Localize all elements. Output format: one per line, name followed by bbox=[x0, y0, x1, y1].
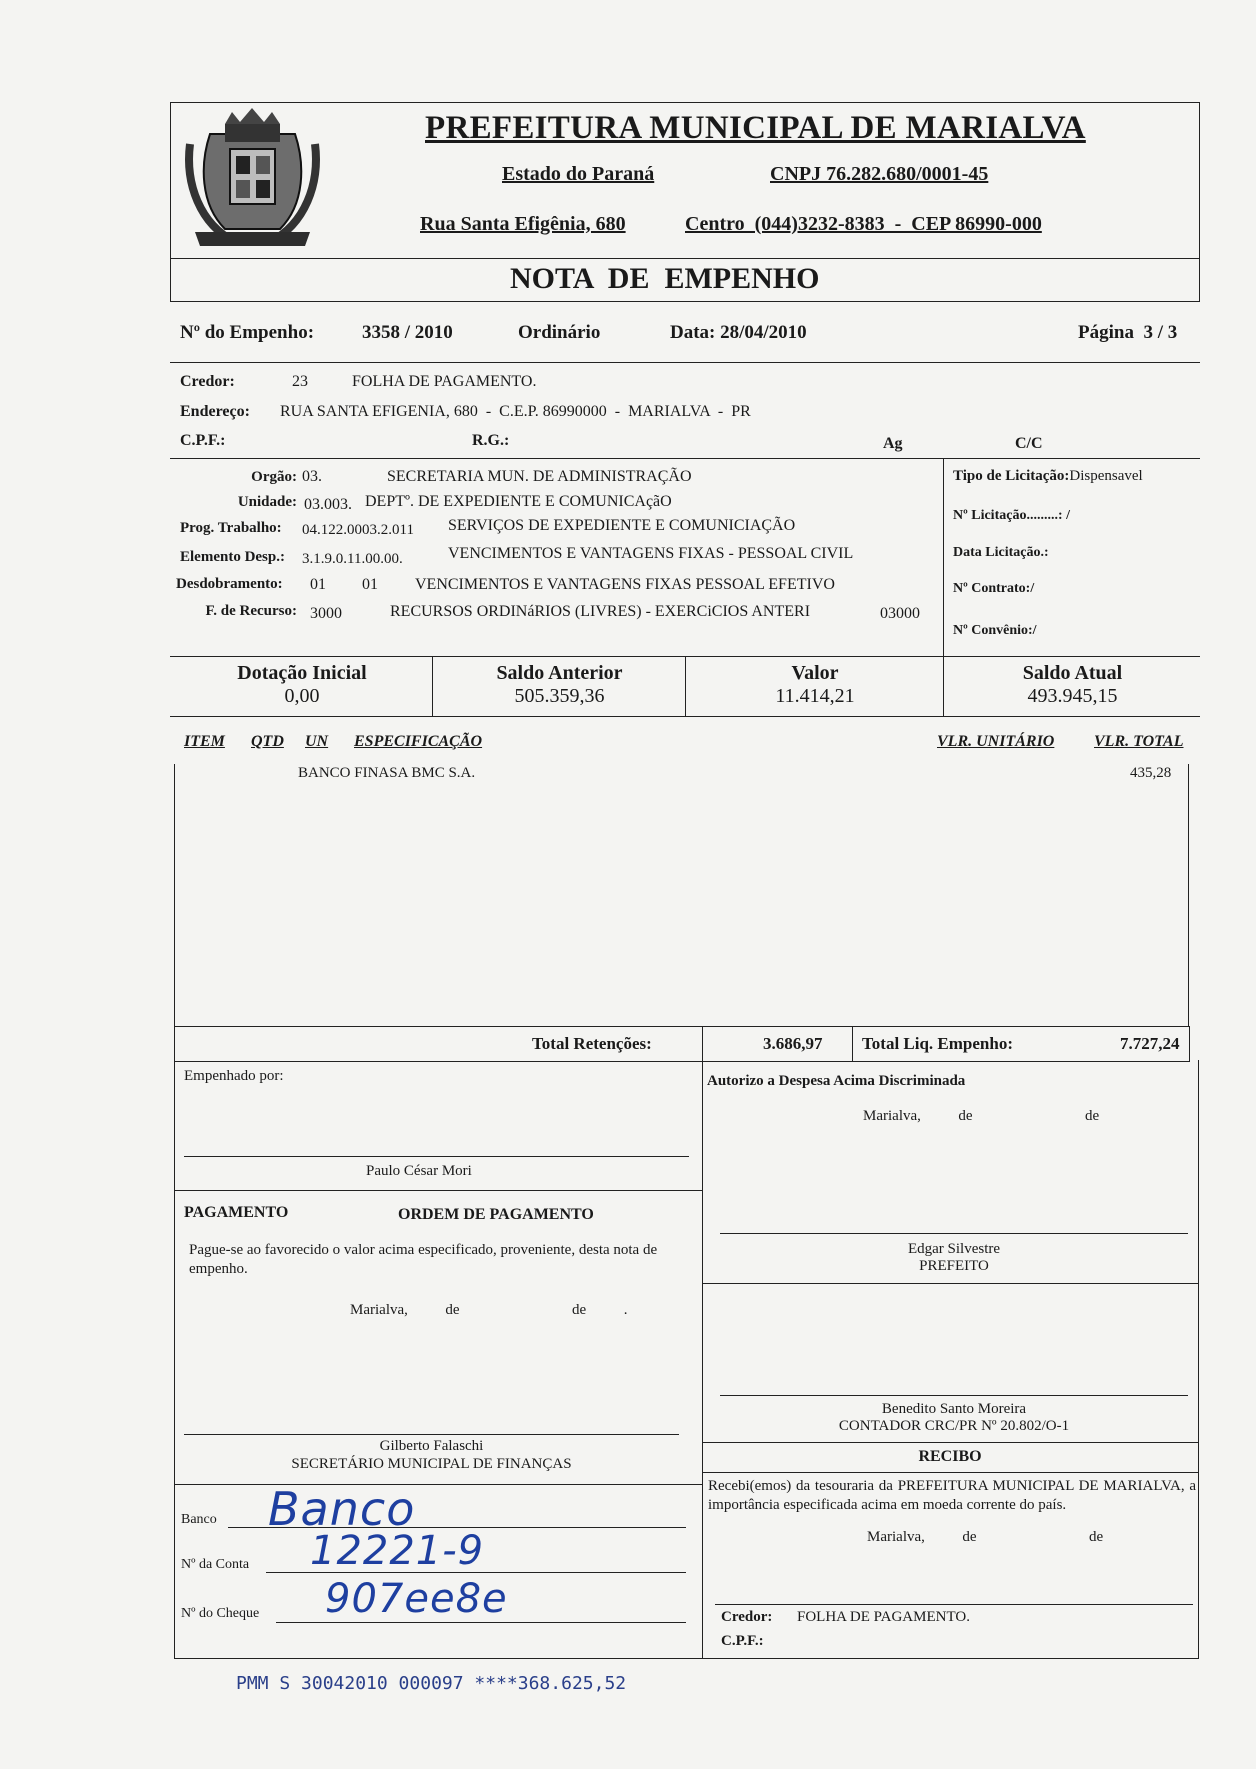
desd-desc: VENCIMENTOS E VANTAGENS FIXAS PESSOAL EFETIVO bbox=[415, 576, 835, 593]
edgar-name: Edgar Silvestre bbox=[907, 1241, 1001, 1257]
footer-bottom bbox=[174, 1658, 1199, 1659]
paulo-name: Paulo César Mori bbox=[366, 1163, 472, 1179]
orgao-label: Orgão: bbox=[251, 469, 297, 485]
balances-div-3 bbox=[943, 656, 944, 716]
pague-text: Pague-se ao favorecido o valor acima especificado, proveniente, desta nota de empenho. bbox=[189, 1242, 658, 1277]
recibo-title-divider bbox=[702, 1472, 1198, 1473]
balance-valor-value: 11.414,21 bbox=[775, 685, 855, 707]
totals-div-2 bbox=[852, 1026, 853, 1062]
credor-label: Credor: bbox=[180, 373, 235, 390]
retencoes-value: 3.686,97 bbox=[763, 1034, 823, 1053]
items-header-item: ITEM bbox=[184, 733, 225, 750]
unidade-desc: DEPTº. DE EXPEDIENTE E COMUNICAçãO bbox=[365, 493, 672, 510]
gilberto-name: Gilberto Falaschi bbox=[379, 1438, 484, 1454]
page-number: Página 3 / 3 bbox=[1078, 322, 1178, 343]
cheque-handwriting-signature: 907ee8e bbox=[325, 1576, 508, 1622]
recibo-credor-label: Credor: bbox=[721, 1609, 773, 1625]
pagamento-divider bbox=[174, 1190, 702, 1191]
marialva-date-payment: Marialva, de de . bbox=[350, 1302, 628, 1318]
signature-line-benedito bbox=[720, 1395, 1188, 1396]
elem-label: Elemento Desp.: bbox=[180, 549, 285, 565]
signature-line-gilberto bbox=[184, 1434, 679, 1435]
cheque-label: Nº do Cheque bbox=[181, 1606, 260, 1621]
liquido-value: 7.727,24 bbox=[1120, 1034, 1180, 1053]
fonte-label: F. de Recurso: bbox=[205, 603, 297, 619]
licitacao-convenio: Nº Convênio:/ bbox=[953, 623, 1037, 638]
balance-saldo-atual-value: 493.945,15 bbox=[1027, 685, 1118, 707]
signature-line-credor bbox=[715, 1604, 1193, 1605]
balance-valor bbox=[687, 662, 943, 708]
rg-label: R.G.: bbox=[472, 432, 510, 449]
fonte-desc: RECURSOS ORDINáRIOS (LIVRES) - EXERCiCIOS ANTERI bbox=[390, 603, 811, 620]
desd-code1: 01 bbox=[310, 576, 326, 593]
empenhado-por: Empenhado por: bbox=[184, 1068, 284, 1084]
balance-saldo-anterior-label: Saldo Anterior bbox=[496, 662, 623, 684]
header-state: Estado do Paraná bbox=[502, 163, 655, 185]
ordem-pagamento-label: ORDEM DE PAGAMENTO bbox=[398, 1206, 594, 1223]
balance-dotacao bbox=[172, 662, 432, 708]
balance-valor-label: Valor bbox=[791, 662, 839, 684]
items-header-unit: VLR. UNITÁRIO bbox=[937, 733, 1055, 750]
header-title: PREFEITURA MUNICIPAL DE MARIALVA bbox=[425, 110, 1086, 146]
marialva-date-authorization: Marialva, de de bbox=[863, 1108, 1100, 1124]
credor-name: FOLHA DE PAGAMENTO. bbox=[352, 373, 537, 390]
credor-code: 23 bbox=[292, 373, 308, 390]
empenho-label: Nº do Empenho: bbox=[180, 322, 315, 343]
orgao-code: 03. bbox=[302, 468, 322, 485]
balance-saldo-atual-label: Saldo Atual bbox=[1022, 662, 1123, 684]
header-divider bbox=[170, 258, 1200, 259]
liquido-label: Total Liq. Empenho: bbox=[862, 1034, 1013, 1053]
cpf-label: C.P.F.: bbox=[180, 432, 226, 449]
items-right-border bbox=[1188, 764, 1189, 1026]
balances-div-1 bbox=[432, 656, 433, 716]
bank-stamp: PMM S 30042010 000097 ****368.625,52 bbox=[236, 1673, 627, 1694]
unidade-label: Unidade: bbox=[237, 494, 297, 510]
cc-label: C/C bbox=[1015, 435, 1043, 452]
prog-desc: SERVIÇOS DE EXPEDIENTE E COMUNICIAÇÃO bbox=[448, 517, 796, 534]
conta-handwriting-signature: 12221-9 bbox=[310, 1528, 485, 1574]
footer-left-border bbox=[174, 1060, 175, 1658]
cheque-line bbox=[276, 1622, 686, 1623]
items-header-un: UN bbox=[305, 733, 329, 750]
header-cnpj: CNPJ 76.282.680/0001-45 bbox=[770, 163, 989, 185]
desd-label: Desdobramento: bbox=[176, 576, 283, 592]
endereco-label: Endereço: bbox=[180, 403, 250, 420]
document-title: NOTA DE EMPENHO bbox=[510, 262, 820, 295]
totals-div-1 bbox=[702, 1026, 703, 1062]
banco-label: Banco bbox=[181, 1512, 217, 1527]
benedito-name: Benedito Santo Moreira bbox=[881, 1401, 1027, 1417]
item-spec: BANCO FINASA BMC S.A. bbox=[298, 765, 476, 781]
signature-line-edgar bbox=[720, 1233, 1188, 1234]
desd-code2: 01 bbox=[362, 576, 378, 593]
banco-divider bbox=[174, 1484, 702, 1485]
coat-of-arms-logo bbox=[180, 104, 325, 254]
item-total: 435,28 bbox=[1130, 765, 1172, 781]
fonte-extra: 03000 bbox=[880, 605, 920, 622]
endereco-value: RUA SANTA EFIGENIA, 680 - C.E.P. 86990000 - MARIALVA - PR bbox=[280, 403, 751, 420]
recibo-text: Recebi(emos) da tesouraria da PREFEITURA MUNICIPAL DE MARIALVA, a importância especificada acima em moeda corrente do país. bbox=[708, 1478, 1196, 1513]
licitacao-contrato: Nº Contrato:/ bbox=[953, 581, 1035, 596]
contador-title: CONTADOR CRC/PR Nº 20.802/O-1 bbox=[838, 1418, 1070, 1434]
recibo-title: RECIBO bbox=[918, 1448, 982, 1465]
budget-vertical-divider bbox=[943, 458, 944, 658]
meta-divider bbox=[170, 362, 1200, 363]
elem-desc: VENCIMENTOS E VANTAGENS FIXAS - PESSOAL CIVIL bbox=[448, 545, 854, 562]
secretario-title: SECRETÁRIO MUNICIPAL DE FINANÇAS bbox=[291, 1456, 572, 1472]
empenho-type: Ordinário bbox=[518, 322, 601, 343]
balances-bottom bbox=[170, 716, 1200, 717]
credor-divider bbox=[170, 458, 1200, 459]
fonte-code: 3000 bbox=[310, 605, 342, 622]
items-header-qtd: QTD bbox=[251, 733, 284, 750]
autorizo-text: Autorizo a Despesa Acima Discriminada bbox=[707, 1073, 966, 1089]
recibo-cpf-label: C.P.F.: bbox=[721, 1633, 764, 1649]
elem-code: 3.1.9.0.11.00.00. bbox=[302, 551, 403, 567]
prog-code: 04.122.0003.2.011 bbox=[302, 522, 414, 538]
retencoes-label: Total Retenções: bbox=[532, 1034, 652, 1053]
licitacao-tipo-label: Tipo de Licitação: bbox=[953, 468, 1070, 484]
balance-dotacao-label: Dotação Inicial bbox=[237, 662, 367, 684]
footer-middle-border bbox=[702, 1060, 703, 1658]
licitacao-data: Data Licitação.: bbox=[953, 545, 1049, 560]
header-address-rest: Centro (044)3232-8383 - CEP 86990-000 bbox=[685, 213, 1042, 235]
balances-div-2 bbox=[685, 656, 686, 716]
items-header-spec: ESPECIFICAÇÃO bbox=[354, 733, 483, 750]
items-header-total: VLR. TOTAL bbox=[1094, 733, 1184, 750]
balance-dotacao-value: 0,00 bbox=[284, 685, 320, 707]
conta-label: Nº da Conta bbox=[181, 1557, 250, 1572]
licitacao-numero: Nº Licitação.........: / bbox=[953, 508, 1070, 523]
balance-saldo-anterior-value: 505.359,36 bbox=[514, 685, 605, 707]
licitacao-tipo bbox=[953, 468, 1143, 485]
orgao-desc: SECRETARIA MUN. DE ADMINISTRAÇÃO bbox=[387, 468, 692, 485]
empenho-date: Data: 28/04/2010 bbox=[670, 322, 807, 343]
totals-row bbox=[174, 1026, 1190, 1062]
marialva-date-receipt: Marialva, de de bbox=[867, 1529, 1104, 1545]
footer-right-border bbox=[1198, 1060, 1199, 1658]
licitacao-tipo-value: Dispensavel bbox=[1069, 468, 1143, 484]
empenho-number: 3358 / 2010 bbox=[362, 322, 453, 343]
ag-label: Ag bbox=[883, 435, 903, 452]
balance-saldo-anterior bbox=[434, 662, 685, 708]
balance-saldo-atual bbox=[945, 662, 1200, 708]
signature-line-paulo bbox=[184, 1156, 689, 1157]
items-left-border bbox=[174, 764, 175, 1026]
prefeito-title: PREFEITO bbox=[919, 1258, 989, 1274]
header-address-street: Rua Santa Efigênia, 680 bbox=[420, 213, 626, 235]
banco-handwriting-signature: Banco bbox=[268, 1482, 416, 1536]
prog-label: Prog. Trabalho: bbox=[180, 520, 282, 536]
recibo-divider bbox=[702, 1442, 1198, 1443]
prefeito-divider bbox=[702, 1283, 1198, 1284]
unidade-code: 03.003. bbox=[304, 496, 352, 513]
recibo-credor-value: FOLHA DE PAGAMENTO. bbox=[797, 1609, 970, 1625]
pagamento-label: PAGAMENTO bbox=[184, 1204, 289, 1221]
